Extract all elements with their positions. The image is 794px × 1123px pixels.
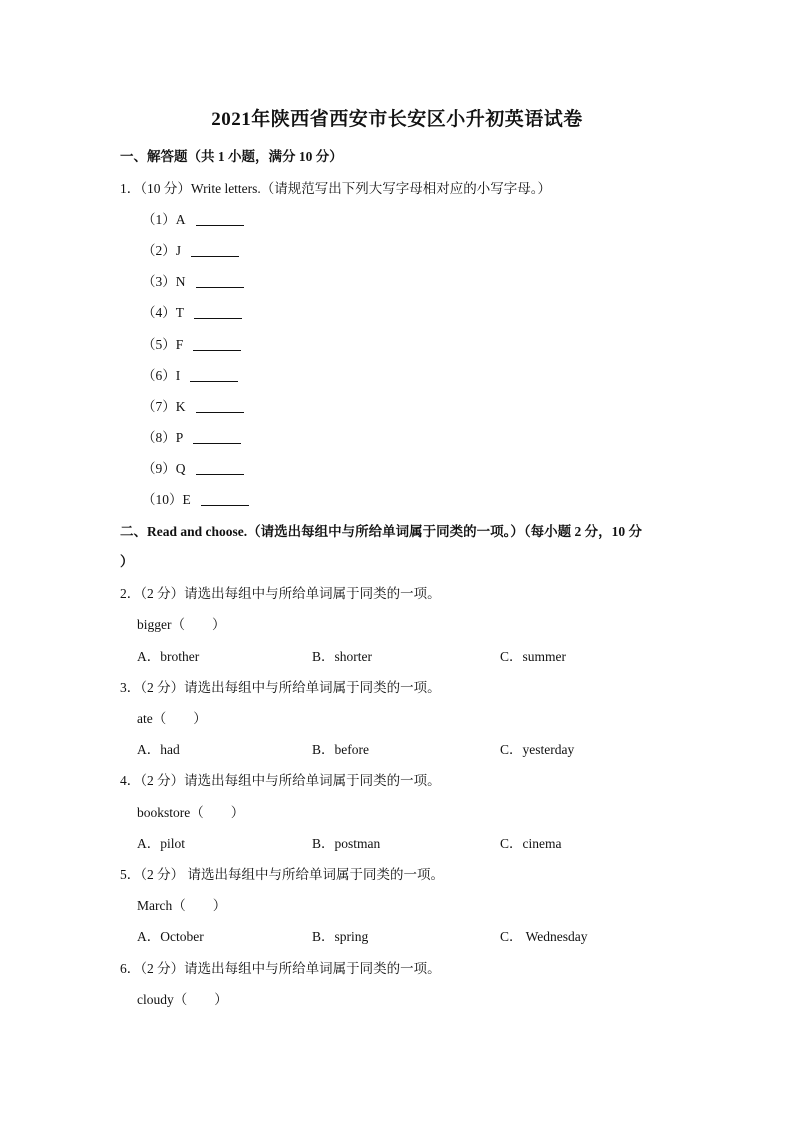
option-c[interactable]: C． Wednesday <box>500 929 588 944</box>
letter-item: （8）P <box>142 426 241 446</box>
letter-item: （2）J <box>142 239 239 259</box>
question-stem: 5．（2 分） 请选出每组中与所给单词属于同类的一项。 <box>120 867 444 882</box>
section2-heading-cont: ） <box>120 554 134 569</box>
question-stem: 4．（2 分）请选出每组中与所给单词属于同类的一项。 <box>120 773 441 788</box>
question-word: March（ ） <box>137 898 227 913</box>
option-c[interactable]: C．cinema <box>500 836 562 851</box>
answer-blank <box>193 442 241 444</box>
letter-item: （3）N <box>142 270 244 290</box>
option-a[interactable]: A．brother <box>137 649 200 664</box>
answer-blank <box>194 317 242 319</box>
letter-item: （4）T <box>142 301 242 321</box>
question-1: 1．（10 分）Write letters.（请规范写出下列大写字母相对应的小写字母。） <box>120 181 552 196</box>
question-stem: 2．（2 分）请选出每组中与所给单词属于同类的一项。 <box>120 586 441 601</box>
option-b[interactable]: B．postman <box>312 836 381 851</box>
letter-item: （7）K <box>142 395 244 415</box>
letter-item: （6）I <box>142 364 238 384</box>
section1-heading: 一、解答题（共 1 小题，满分 10 分） <box>120 149 343 164</box>
answer-blank <box>191 255 239 257</box>
option-b[interactable]: B．shorter <box>312 649 372 664</box>
question-word: bookstore（ ） <box>137 805 245 820</box>
letter-item: （9）Q <box>142 457 244 477</box>
question-stem: 3．（2 分）请选出每组中与所给单词属于同类的一项。 <box>120 680 441 695</box>
answer-blank <box>196 473 244 475</box>
answer-blank <box>193 349 241 351</box>
option-a[interactable]: A．had <box>137 742 180 757</box>
option-c[interactable]: C．yesterday <box>500 742 575 757</box>
answer-blank <box>196 224 244 226</box>
letter-item: （10）E <box>142 488 249 508</box>
answer-blank <box>190 380 238 382</box>
answer-blank <box>201 504 249 506</box>
question-word: cloudy（ ） <box>137 992 228 1007</box>
answer-blank <box>196 411 244 413</box>
section2-heading: 二、Read and choose.（请选出每组中与所给单词属于同类的一项。）（每小题 2 分，10 分 <box>120 524 643 539</box>
question-stem: 6．（2 分）请选出每组中与所给单词属于同类的一项。 <box>120 961 441 976</box>
option-c[interactable]: C．summer <box>500 649 566 664</box>
answer-blank <box>196 286 244 288</box>
option-b[interactable]: B．before <box>312 742 369 757</box>
option-b[interactable]: B．spring <box>312 929 369 944</box>
question-word: bigger（ ） <box>137 617 226 632</box>
option-a[interactable]: A．October <box>137 929 204 944</box>
letter-item: （1）A <box>142 208 244 228</box>
option-a[interactable]: A．pilot <box>137 836 186 851</box>
page-title: 2021年陕西省西安市长安区小升初英语试卷 <box>211 109 583 130</box>
question-word: ate（ ） <box>137 711 207 726</box>
letter-item: （5）F <box>142 333 241 353</box>
